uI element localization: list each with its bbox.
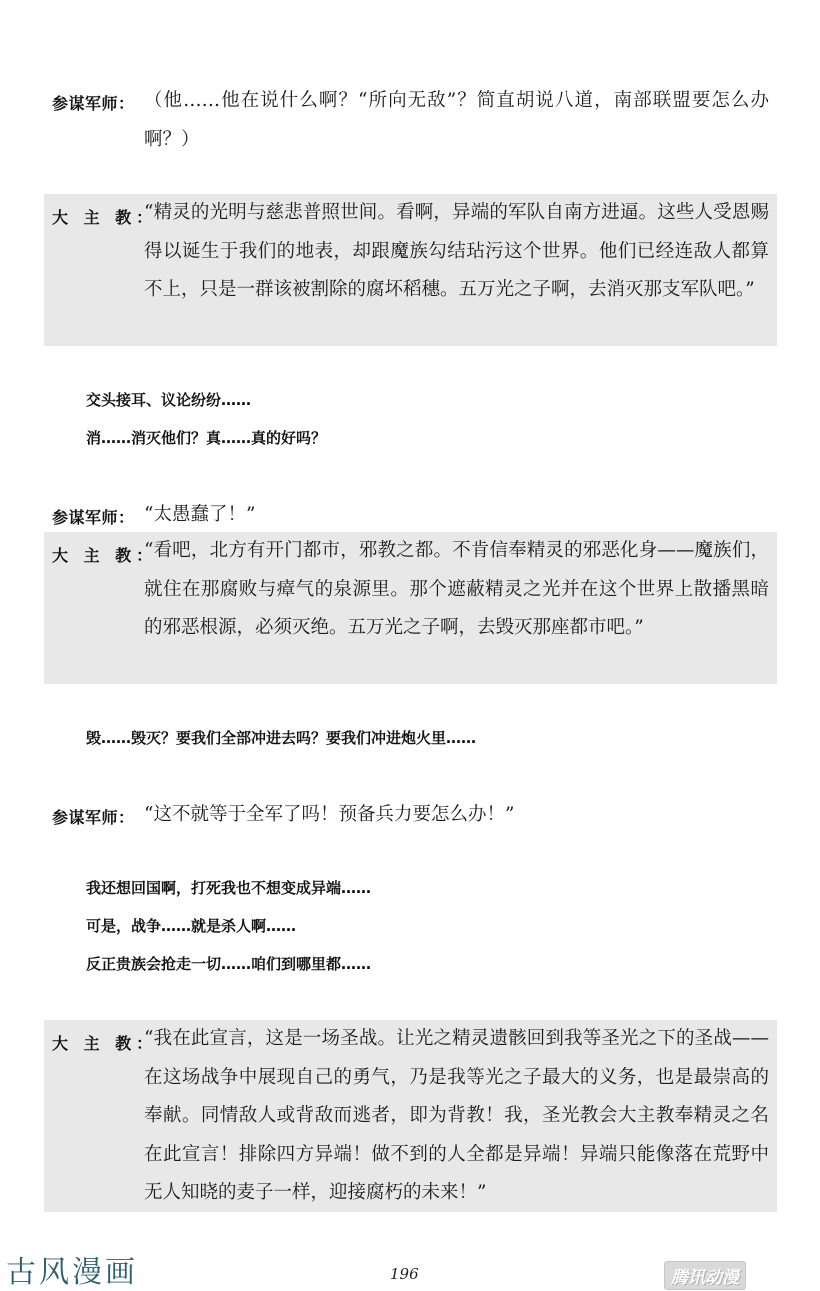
speaker-label: 参谋军师：: [52, 94, 135, 113]
speaker-label: 参谋军师：: [52, 508, 135, 527]
speech-text: （他……他在说什么啊？“所向无敌”？简直胡说八道，南部联盟要怎么办啊？）: [144, 90, 769, 150]
speech-text: “这不就等于全军了吗！预备兵力要怎么办！”: [144, 804, 515, 825]
speaker-label: 大 主 教：: [52, 208, 158, 227]
speaker-label: 大 主 教：: [52, 1034, 158, 1053]
crowd-line: 交头接耳、议论纷纷……: [86, 391, 252, 409]
gufeng-manhua-logo: 古风漫画: [6, 1255, 138, 1290]
crowd-line: 消……消灭他们？真……真的好吗？: [86, 429, 327, 447]
speaker-label: 参谋军师：: [52, 808, 135, 827]
speech-text: “精灵的光明与慈悲普照世间。看啊，异端的军队自南方进逼。这些人受恩赐得以诞生于我们的地表，却跟魔族勾结玷污这个世界。他们已经连敌人都算不上，只是一群该被割除的腐坏稻穗。五万光之子啊，去消灭那支军队吧。”: [144, 202, 769, 300]
dialogue-archbishop-2: [44, 532, 777, 684]
speech-text: “看吧，北方有开门都市，邪教之都。不肯信奉精灵的邪恶化身——魔族们，就住在那腐败与瘴气的泉源里。那个遮蔽精灵之光并在这个世界上散播黑暗的邪恶根源，必须灭绝。五万光之子啊，去毁灭那座都市吧。”: [144, 540, 769, 638]
tencent-comic-logo: 腾讯动漫: [664, 1261, 746, 1290]
crowd-line: 毁……毁灭？要我们全部冲进去吗？要我们冲进炮火里……: [86, 729, 477, 747]
crowd-line: 反正贵族会抢走一切……咱们到哪里都……: [86, 955, 372, 973]
dialogue-advisor-2: [44, 496, 777, 534]
speech-text: “太愚蠢了！”: [144, 504, 256, 525]
dialogue-advisor-3: [44, 796, 777, 834]
dialogue-archbishop-3: [44, 1020, 777, 1212]
speech-text: “我在此宣言，这是一场圣战。让光之精灵遗骸回到我等圣光之下的圣战——在这场战争中展现自己的勇气，乃是我等光之子最大的义务，也是最崇高的奉献。同情敌人或背敌而逃者，即为背教！我，圣光教会大主教奉精灵之名在此宣言！排除四方异端！做不到的人全都是异端！异端只能像落在荒野中无人知晓的麦子一样，迎接腐朽的未来！”: [144, 1028, 769, 1203]
speaker-label: 大 主 教：: [52, 546, 158, 565]
dialogue-advisor-1: [44, 82, 777, 160]
crowd-line: 我还想回国啊，打死我也不想变成异端……: [86, 879, 372, 897]
page-number: 196: [390, 1265, 419, 1283]
crowd-line: 可是，战争……就是杀人啊……: [86, 917, 297, 935]
dialogue-archbishop-1: [44, 194, 777, 346]
